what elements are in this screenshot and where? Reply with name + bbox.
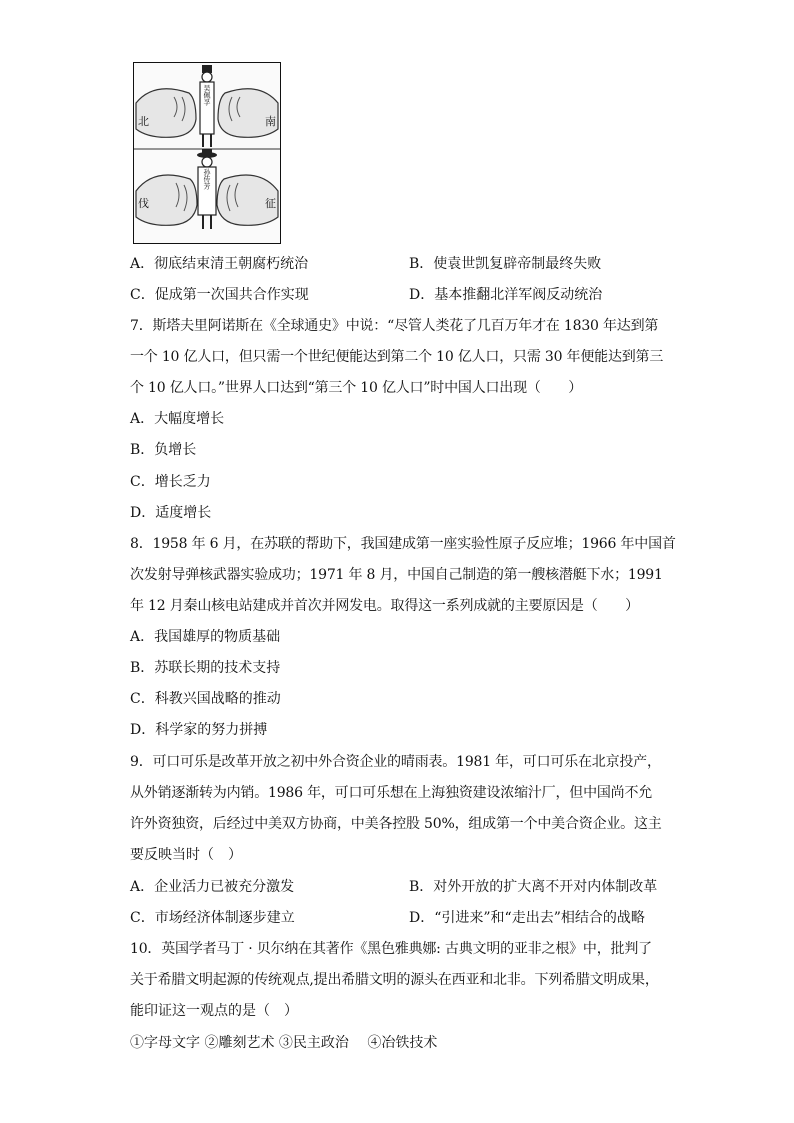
q10-items: ①字母文字 ②雕刻艺术 ③民主政治 ④冶铁技术 bbox=[130, 1035, 438, 1051]
figure-label-bottom-right: 征 bbox=[265, 197, 276, 210]
q8-stem-line-2: 次发射导弹核武器实验成功；1971 年 8 月，中国自己制造的第一艘核潜艇下水；1991 bbox=[130, 567, 663, 583]
q9-option-c: C．市场经济体制逐步建立 bbox=[130, 910, 295, 926]
figure-sash-top: 吴佩孚 bbox=[203, 84, 211, 106]
q7-option-a: A．大幅度增长 bbox=[130, 411, 225, 427]
figure-label-top-right: 南 bbox=[265, 115, 276, 128]
q6-option-c: C．促成第一次国共合作实现 bbox=[130, 287, 309, 303]
q10-stem-line-2: 关于希腊文明起源的传统观点,提出希腊文明的源头在西亚和北非。下列希腊文明成果， bbox=[130, 972, 659, 988]
q6-option-a: A．彻底结束清王朝腐朽统治 bbox=[130, 256, 309, 272]
q8-stem-line-3: 年 12 月秦山核电站建成并首次并网发电。取得这一系列成就的主要原因是（ ） bbox=[130, 598, 639, 614]
q6-option-d: D．基本推翻北洋军阀反动统治 bbox=[409, 287, 603, 303]
q7-option-c: C．增长乏力 bbox=[130, 474, 211, 490]
q9-option-b: B．对外开放的扩大离不开对内体制改革 bbox=[409, 879, 658, 895]
figure-label-top-left: 北 bbox=[138, 115, 149, 128]
figure-label-bottom-left: 伐 bbox=[138, 197, 149, 210]
q8-option-b: B．苏联长期的技术支持 bbox=[130, 660, 281, 676]
cartoon-illustration bbox=[134, 63, 280, 243]
q7-stem-line-1: 7．斯塔夫里阿诺斯在《全球通史》中说：“尽管人类花了几百万年才在 1830 年达到第 bbox=[130, 318, 659, 334]
q7-option-b: B．负增长 bbox=[130, 442, 197, 458]
q9-stem-line-3: 许外资独资，后经过中美双方协商，中美各控股 50%，组成第一个中美合资企业。这主 bbox=[130, 816, 662, 832]
q10-stem-line-1: 10．英国学者马丁 · 贝尔纳在其著作《黑色雅典娜: 古典文明的亚非之根》中，批判了 bbox=[130, 941, 652, 957]
q9-option-d: D．“引进来”和“走出去”相结合的战略 bbox=[409, 910, 645, 926]
q8-option-a: A．我国雄厚的物质基础 bbox=[130, 629, 281, 645]
q7-option-d: D．适度增长 bbox=[130, 505, 212, 521]
q8-option-c: C．科教兴国战略的推动 bbox=[130, 691, 281, 707]
q8-option-d: D．科学家的努力拼搏 bbox=[130, 722, 268, 738]
q9-stem-line-2: 从外销逐渐转为内销。1986 年，可口可乐想在上海独资建设浓缩汁厂，但中国尚不允 bbox=[130, 785, 653, 801]
q6-option-b: B．使袁世凯复辟帝制最终失败 bbox=[409, 256, 602, 272]
q7-stem-line-3: 个 10 亿人口。”世界人口达到“第三个 10 亿人口”时中国人口出现（ ） bbox=[130, 380, 583, 396]
q9-stem-line-4: 要反映当时（ ） bbox=[130, 847, 242, 863]
q9-stem-line-1: 9．可口可乐是改革开放之初中外合资企业的晴雨表。1981 年，可口可乐在北京投产， bbox=[130, 754, 661, 770]
cartoon-figure bbox=[133, 62, 281, 244]
q7-stem-line-2: 一个 10 亿人口，但只需一个世纪便能达到第二个 10 亿人口，只需 30 年便能达到第三 bbox=[130, 349, 664, 365]
q8-stem-line-1: 8．1958 年 6 月，在苏联的帮助下，我国建成第一座实验性原子反应堆；1966 年中国首 bbox=[130, 536, 676, 552]
q10-stem-line-3: 能印证这一观点的是（ ） bbox=[130, 1003, 298, 1019]
figure-sash-bottom: 孙传芳 bbox=[203, 168, 211, 190]
q9-option-a: A．企业活力已被充分激发 bbox=[130, 879, 295, 895]
